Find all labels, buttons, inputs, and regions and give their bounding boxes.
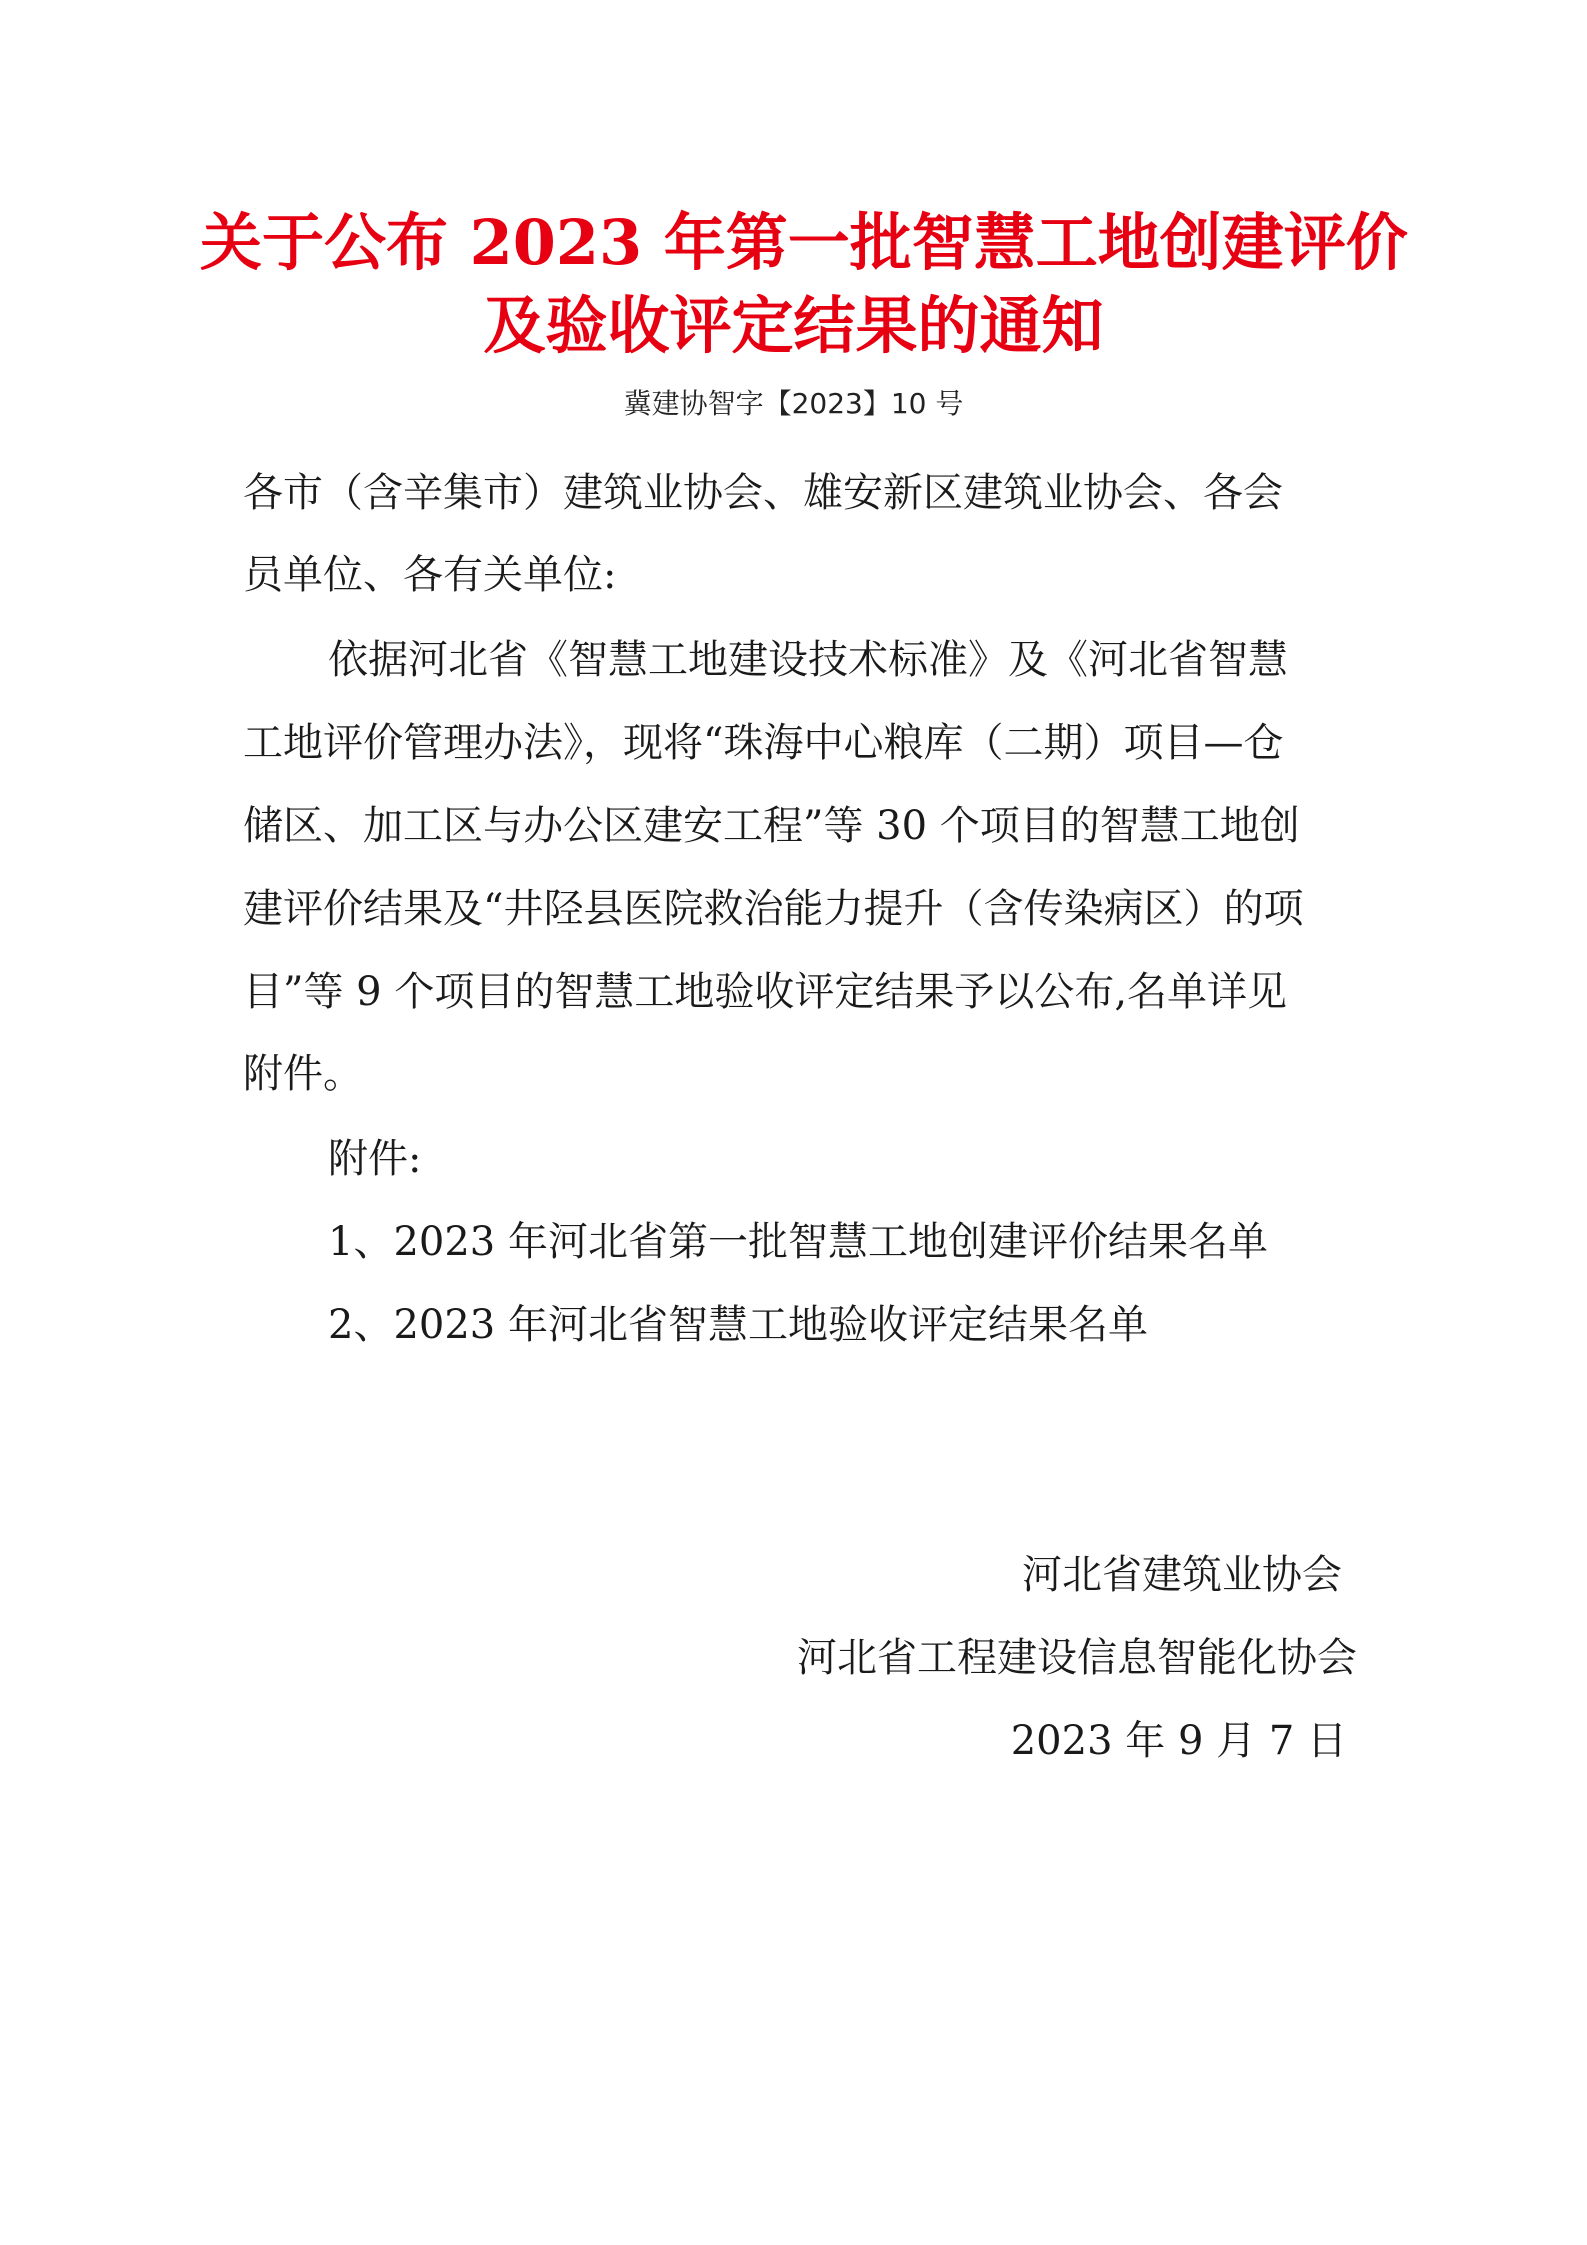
document-number: 冀建协智字【2023】10 号 [623, 387, 964, 420]
attachments-label: 附件: [328, 1136, 422, 1182]
notice-title-line-2: 及验收评定结果的通知 [483, 289, 1104, 362]
body-line-3: 储区、加工区与办公区建安工程”等 30 个项目的智慧工地创 [243, 803, 1300, 849]
signature-date: 2023 年 9 月 7 日 [1010, 1718, 1347, 1764]
salutation-line-2: 员单位、各有关单位: [243, 552, 617, 598]
notice-title-line-1: 关于公布 2023 年第一批智慧工地创建评价 [200, 206, 1408, 279]
body-line-5: 目”等 9 个项目的智慧工地验收评定结果予以公布,名单详见 [243, 969, 1288, 1015]
signature-org-1: 河北省建筑业协会 [1022, 1552, 1342, 1598]
body-line-4: 建评价结果及“井陉县医院救治能力提升（含传染病区）的项 [243, 886, 1304, 932]
body-line-6: 附件。 [243, 1051, 363, 1097]
salutation-line-1: 各市（含辛集市）建筑业协会、雄安新区建筑业协会、各会 [243, 470, 1283, 516]
signature-org-2: 河北省工程建设信息智能化协会 [797, 1635, 1357, 1681]
attachment-item-1: 1、2023 年河北省第一批智慧工地创建评价结果名单 [328, 1219, 1268, 1265]
attachment-item-2: 2、2023 年河北省智慧工地验收评定结果名单 [328, 1302, 1148, 1348]
body-line-1: 依据河北省《智慧工地建设技术标准》及《河北省智慧 [328, 637, 1288, 683]
body-line-2: 工地评价管理办法》，现将“珠海中心粮库（二期）项目—仓 [243, 720, 1284, 766]
